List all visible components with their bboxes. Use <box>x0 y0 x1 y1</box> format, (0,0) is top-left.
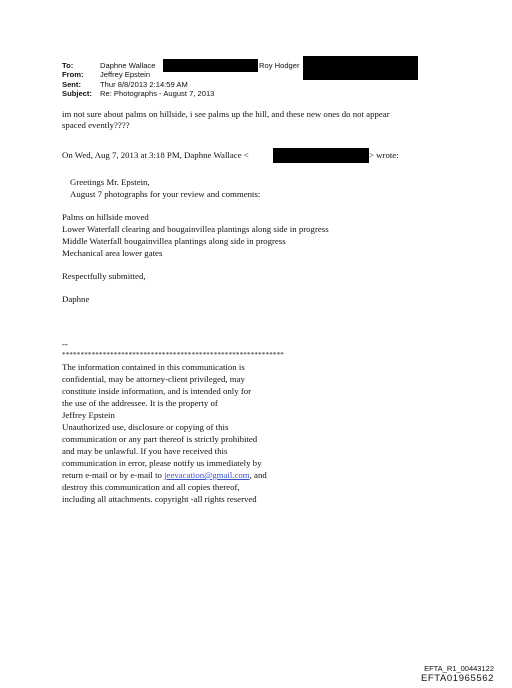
separator-stars: ************************************************************ <box>62 351 284 359</box>
bates-number-secondary: EFTA01965562 <box>420 673 494 684</box>
subject-label: Subject: <box>62 89 92 99</box>
disclaimer-line: communication in error, please notify us immediately by <box>62 458 262 468</box>
disclaimer-line: Unauthorized use, disclosure or copying of this <box>62 422 229 432</box>
disclaimer-line: and may be unlawful. If you have received this <box>62 446 228 456</box>
quoted-item: Mechanical area lower gates <box>62 248 163 258</box>
bates-number-primary: EFTA_R1_00443122 <box>424 664 494 673</box>
disclaimer-line: destroy this communication and all copies thereof, <box>62 482 240 492</box>
disclaimer-email-suffix: , and <box>249 470 267 480</box>
quote-header-prefix: On Wed, Aug 7, 2013 at 3:18 PM, Daphne Wallace < <box>62 150 249 160</box>
from-value: Jeffrey Epstein <box>100 70 151 80</box>
quote-header-suffix: > wrote: <box>369 150 399 160</box>
disclaimer-line: including all attachments. copyright -all rights reserved <box>62 494 257 504</box>
quoted-item: Lower Waterfall clearing and bougainvillea plantings along side in progress <box>62 224 329 234</box>
disclaimer-line: confidential, may be attorney-client privileged, may <box>62 374 245 384</box>
email-link[interactable]: jeevacation@gmail.com <box>164 470 250 480</box>
quoted-signature: Daphne <box>62 294 90 304</box>
disclaimer-email-prefix: return e-mail or by e-mail to <box>62 470 165 480</box>
to-value: Daphne Wallace <box>100 61 156 70</box>
quoted-closing: Respectfully submitted, <box>62 271 146 281</box>
reply-line: im not sure about palms on hillside, i see palms up the hill, and these new ones do not appear <box>62 109 390 119</box>
disclaimer-line: communication or any part thereof is strictly prohibited <box>62 434 258 444</box>
redaction-box <box>273 148 369 163</box>
sent-value: Thur 8/8/2013 2:14:59 AM <box>100 79 188 89</box>
from-label: From: <box>62 70 84 80</box>
redaction-box <box>163 59 258 72</box>
quoted-item: Palms on hillside moved <box>62 212 149 222</box>
sent-label: Sent: <box>62 79 81 89</box>
disclaimer-email-line <box>62 470 267 482</box>
redaction-box <box>303 56 418 80</box>
quoted-item: Middle Waterfall bougainvillea plantings along side in progress <box>62 236 286 246</box>
to-value-second: Roy Hodger <box>259 61 300 70</box>
disclaimer-line: constitute inside information, and is intended only for <box>62 386 252 396</box>
to-label: To: <box>62 61 74 70</box>
quoted-intro: August 7 photographs for your review and comments: <box>70 189 261 199</box>
quoted-greeting: Greetings Mr. Epstein, <box>70 177 150 187</box>
reply-line: spaced evently???? <box>62 120 130 130</box>
disclaimer-line: the use of the addressee. It is the property of <box>62 398 218 408</box>
disclaimer-line: Jeffrey Epstein <box>62 410 115 420</box>
disclaimer-line: The information contained in this communication is <box>62 362 245 372</box>
separator-dashes: -- <box>62 339 68 349</box>
subject-value: Re: Photographs - August 7, 2013 <box>100 89 215 99</box>
